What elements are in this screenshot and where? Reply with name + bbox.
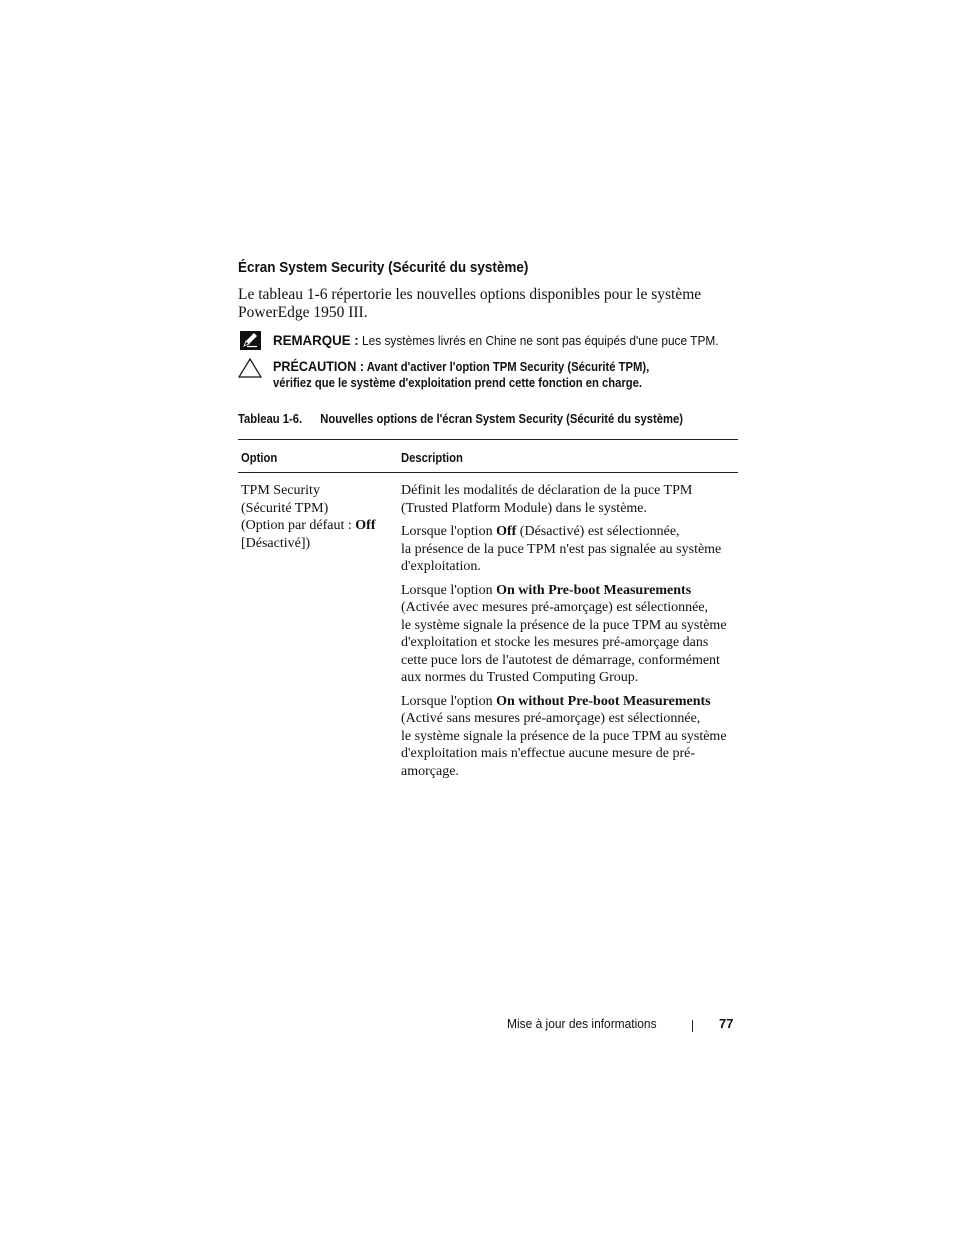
column-header-option: Option — [241, 451, 278, 465]
desc-p3-line-1 — [401, 582, 737, 600]
description-cell — [401, 482, 737, 786]
desc-p2-line-1 — [401, 523, 737, 541]
note-pencil-icon — [240, 331, 261, 350]
desc-p3-line-6: aux normes du Trusted Computing Group. — [401, 670, 639, 685]
note-label: REMARQUE : — [273, 332, 359, 348]
option-default — [241, 517, 391, 535]
page-number: 77 — [719, 1016, 734, 1031]
section-title: Écran System Security (Sécurité du système) — [238, 259, 529, 276]
desc-p4-line-2: (Activé sans mesures pré-amorçage) est sélectionnée, — [401, 711, 701, 726]
desc-p3-line-5: cette puce lors de l'autotest de démarrage, conformément — [401, 652, 720, 668]
table-header-rule — [238, 472, 738, 473]
desc-p4-option-without: On without Pre-boot Measurements — [496, 693, 711, 709]
description-paragraph-2 — [401, 523, 737, 576]
desc-p4-line-3: le système signale la présence de la puce TPM au système — [401, 728, 727, 744]
desc-p2-option-off: Off — [496, 524, 517, 539]
table-top-rule — [238, 439, 738, 440]
caution-label: PRÉCAUTION : — [273, 358, 365, 374]
desc-p2-pre: Lorsque l'option — [401, 524, 497, 539]
description-paragraph-1 — [401, 482, 737, 517]
description-paragraph-4 — [401, 693, 737, 781]
desc-p1-line-2: (Trusted Platform Module) dans le système. — [401, 500, 648, 516]
table-caption — [238, 412, 683, 426]
caution-triangle-icon — [238, 358, 262, 378]
option-cell — [241, 482, 391, 552]
desc-p4-line-4: d'exploitation mais n'effectue aucune mesure de pré- — [401, 746, 695, 761]
option-default-prefix: (Option par défaut : — [241, 518, 356, 533]
caution-text-line-2: vérifiez que le système d'exploitation prend cette fonction en charge. — [273, 376, 643, 390]
desc-p3-line-2: (Activée avec mesures pré-amorçage) est sélectionnée, — [401, 600, 709, 615]
option-name: TPM Security — [241, 483, 320, 498]
desc-p3-line-3: le système signale la présence de la puce TPM au système — [401, 617, 727, 633]
note-text — [273, 332, 719, 348]
option-default-suffix: [Désactivé]) — [241, 535, 311, 551]
desc-p2-post: (Désactivé) est sélectionnée, — [516, 524, 680, 539]
desc-p4-line-5: amorçage. — [401, 763, 459, 779]
note-body: Les systèmes livrés en Chine ne sont pas équipés d'une puce TPM. — [362, 334, 719, 348]
desc-p4-line-1 — [401, 693, 737, 711]
intro-paragraph — [238, 286, 738, 322]
intro-line-2: PowerEdge 1950 III. — [238, 304, 368, 321]
option-name-translation: (Sécurité TPM) — [241, 500, 329, 516]
column-header-description: Description — [401, 451, 463, 465]
caution-text-line-1 — [273, 358, 649, 374]
desc-p4-pre: Lorsque l'option — [401, 693, 497, 709]
desc-p3-option-with: On with Pre-boot Measurements — [496, 582, 692, 598]
desc-p2-line-2: la présence de la puce TPM n'est pas signalée au système — [401, 541, 722, 557]
footer-separator — [692, 1020, 693, 1032]
caution-body-1: Avant d'activer l'option TPM Security (Sécurité TPM), — [366, 360, 650, 374]
description-paragraph-3 — [401, 582, 737, 687]
footer-chapter-title: Mise à jour des informations — [507, 1016, 657, 1031]
intro-line-1: Le tableau 1-6 répertorie les nouvelles options disponibles pour le système — [238, 286, 702, 303]
desc-p3-pre: Lorsque l'option — [401, 582, 497, 598]
desc-p2-line-3: d'exploitation. — [401, 559, 481, 574]
desc-p1-line-1: Définit les modalités de déclaration de la puce TPM — [401, 483, 693, 498]
table-caption-title: Nouvelles options de l'écran System Security (Sécurité du système) — [320, 412, 684, 426]
desc-p3-line-4: d'exploitation et stocke les mesures pré-amorçage dans — [401, 635, 709, 650]
table-caption-number: Tableau 1-6. — [238, 412, 303, 426]
option-default-value: Off — [355, 518, 376, 533]
